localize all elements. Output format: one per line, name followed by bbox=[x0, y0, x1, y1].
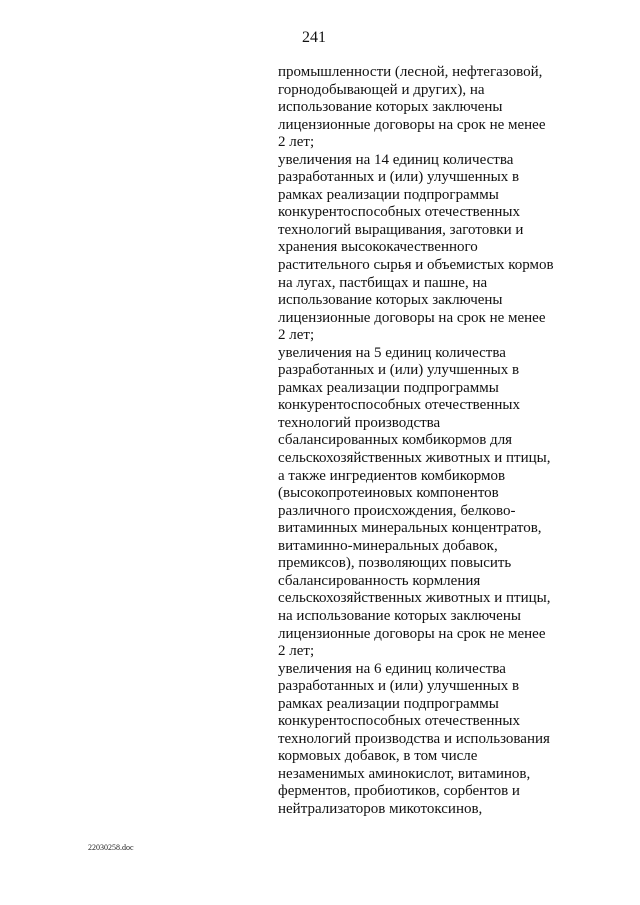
page-number: 241 bbox=[302, 29, 326, 46]
text-line: 2 лет; bbox=[278, 134, 315, 151]
text-line: а также ингредиентов комбикормов bbox=[278, 467, 506, 484]
body-text bbox=[278, 64, 623, 819]
text-line: использование которых заключены bbox=[278, 292, 503, 309]
text-line: растительного сырья и объемистых кормов bbox=[278, 257, 554, 274]
text-line: горнодобывающей и других), на bbox=[278, 81, 485, 98]
text-line: промышленности (лесной, нефтегазовой, bbox=[278, 64, 543, 80]
text-line: увеличения на 6 единиц количества bbox=[278, 660, 506, 677]
text-line: технологий производства bbox=[278, 414, 441, 431]
text-line: витаминных минеральных концентратов, bbox=[278, 520, 542, 537]
text-line: сельскохозяйственных животных и птицы, bbox=[278, 450, 551, 467]
text-line: технологий выращивания, заготовки и bbox=[278, 221, 524, 238]
text-line: рамках реализации подпрограммы bbox=[278, 379, 499, 396]
text-line: на использование которых заключены bbox=[278, 607, 521, 624]
text-line: хранения высококачественного bbox=[278, 239, 478, 256]
text-line: технологий производства и использования bbox=[278, 730, 550, 747]
text-line: разработанных и (или) улучшенных в bbox=[278, 678, 520, 695]
text-line: витаминно-минеральных добавок, bbox=[278, 537, 498, 554]
text-line: сбалансированность кормления bbox=[278, 572, 481, 589]
text-line: различного происхождения, белково- bbox=[278, 502, 516, 519]
text-line: сельскохозяйственных животных и птицы, bbox=[278, 590, 551, 607]
text-line: разработанных и (или) улучшенных в bbox=[278, 362, 520, 379]
text-line: на лугах, пастбищах и пашне, на bbox=[278, 274, 488, 291]
text-line: увеличения на 5 единиц количества bbox=[278, 344, 506, 361]
text-line: ферментов, пробиотиков, сорбентов и bbox=[278, 783, 520, 800]
text-line: конкурентоспособных отечественных bbox=[278, 397, 520, 414]
text-line: использование которых заключены bbox=[278, 99, 503, 116]
text-line: лицензионные договоры на срок не менее bbox=[278, 116, 546, 133]
text-line: 2 лет; bbox=[278, 327, 315, 344]
text-line: конкурентоспособных отечественных bbox=[278, 713, 520, 730]
footer-filename: 22030258.doc bbox=[88, 843, 134, 852]
text-line: конкурентоспособных отечественных bbox=[278, 204, 520, 221]
text-line: (высокопротеиновых компонентов bbox=[278, 485, 499, 502]
text-line: сбалансированных комбикормов для bbox=[278, 432, 513, 449]
text-line: лицензионные договоры на срок не менее bbox=[278, 309, 546, 326]
text-line: незаменимых аминокислот, витаминов, bbox=[278, 765, 531, 782]
text-line: 2 лет; bbox=[278, 643, 315, 660]
text-line: рамках реализации подпрограммы bbox=[278, 186, 499, 203]
text-line: увеличения на 14 единиц количества bbox=[278, 151, 514, 168]
text-line: нейтрализаторов микотоксинов, bbox=[278, 800, 483, 817]
text-line: лицензионные договоры на срок не менее bbox=[278, 625, 546, 642]
text-line: премиксов), позволяющих повысить bbox=[278, 555, 512, 572]
text-line: разработанных и (или) улучшенных в bbox=[278, 169, 520, 186]
text-line: кормовых добавок, в том числе bbox=[278, 748, 478, 765]
text-line: рамках реализации подпрограммы bbox=[278, 695, 499, 712]
